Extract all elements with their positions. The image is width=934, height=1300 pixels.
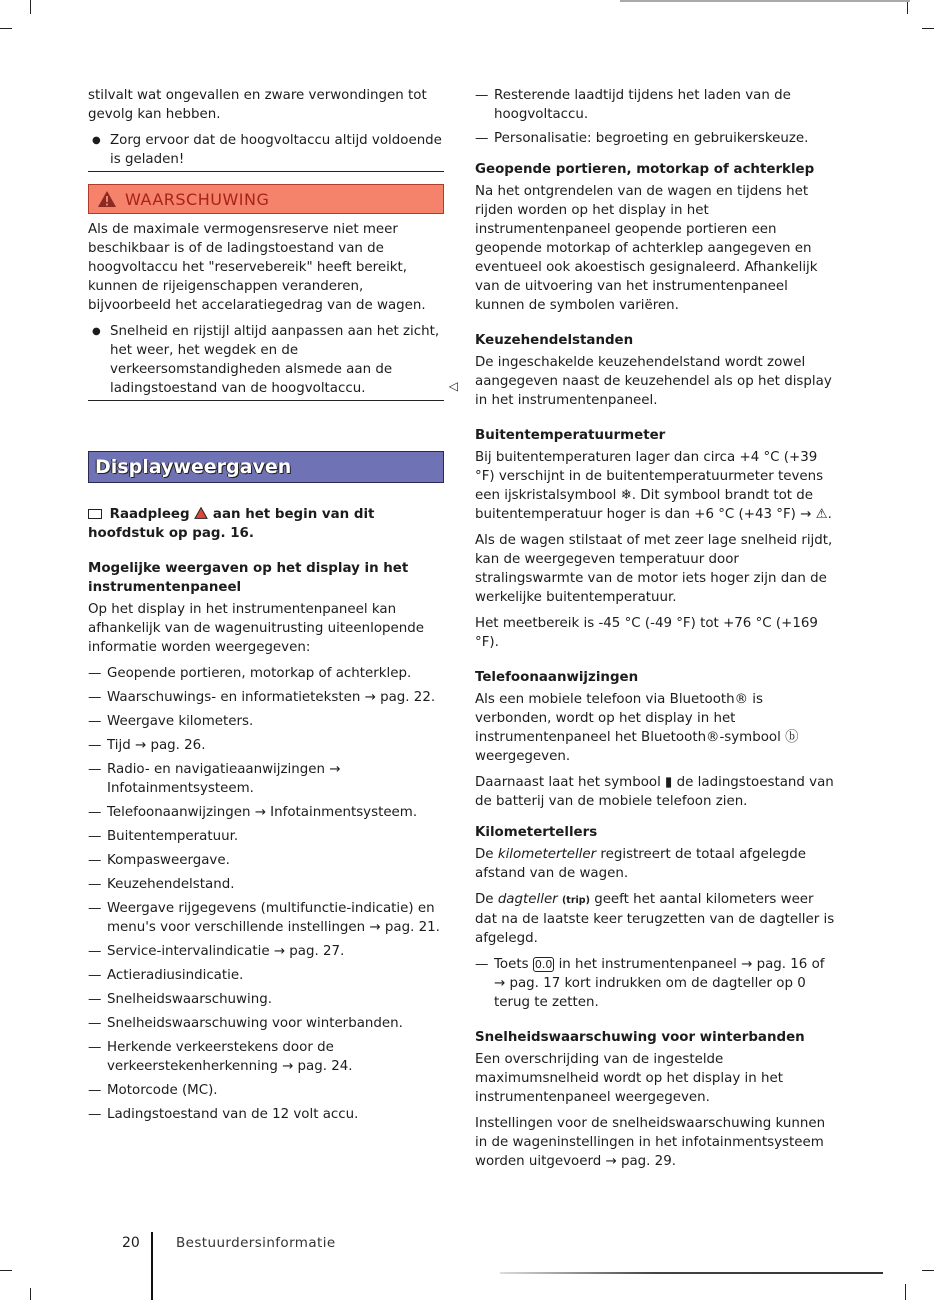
list-item xyxy=(88,851,444,870)
list-item xyxy=(88,1014,444,1033)
crop-mark xyxy=(922,28,934,29)
list-item-text: Service-intervalindicatie → pag. 27. xyxy=(107,944,345,959)
page-number: 20 xyxy=(122,1235,140,1251)
list-item xyxy=(88,990,444,1009)
dash: — xyxy=(88,1016,102,1031)
section-title-bar xyxy=(88,451,444,483)
dash: — xyxy=(475,957,489,972)
right-sections xyxy=(475,160,835,811)
intro-bullet-text: Zorg ervoor dat de hoogvoltaccu altijd voldoende is geladen! xyxy=(110,133,442,167)
chapter-title: Bestuurdersinformatie xyxy=(176,1235,336,1251)
list-item-text: Actieradiusindicatie. xyxy=(107,968,244,983)
list-item xyxy=(88,760,444,798)
section-paragraph: Na het ontgrendelen van de wagen en tijdens het rijden worden op het display in het instrumentenpaneel geopende portieren een geopende motorkap of achterklep aangegeven en eventueel ook akoestisch gesignaleerd. Afhankelijk van de uitvoering van het instrumentenpaneel kunnen de symbolen variëren. xyxy=(475,184,818,313)
warning-body xyxy=(88,214,458,401)
end-of-section-icon: ◁ xyxy=(448,379,458,393)
reference-post: aan het begin van dit hoofdstuk op pag. 16. xyxy=(88,507,375,541)
list-item-text: Ladingstoestand van de 12 volt accu. xyxy=(107,1107,359,1122)
winter-paragraph-2: Instellingen voor de snelheidswaarschuwing kunnen in de wageninstellingen in het infotainmentsysteem worden uitgevoerd → pag. 29. xyxy=(475,1116,826,1169)
winter-paragraph-1: Een overschrijding van de ingestelde maximumsnelheid wordt op het display in het instrumentenpaneel weergegeven. xyxy=(475,1052,783,1105)
list-item xyxy=(475,129,835,148)
section-heading: Keuzehendelstanden xyxy=(475,333,634,348)
list-item-text: Waarschuwings- en informatieteksten → pag. 22. xyxy=(107,690,436,705)
dash: — xyxy=(88,1040,102,1055)
tripmeter-paragraph xyxy=(475,890,835,948)
crop-mark xyxy=(0,28,12,29)
dash: — xyxy=(88,877,102,892)
dash: — xyxy=(88,944,102,959)
section-heading: Buitentemperatuurmeter xyxy=(475,428,666,443)
list-item-text: Snelheidswaarschuwing. xyxy=(107,992,272,1007)
section-paragraph: Het meetbereik is -45 °C (-49 °F) tot +76 °C (+169 °F). xyxy=(475,616,818,650)
intro-bullet xyxy=(88,131,444,172)
warning-bullet xyxy=(88,322,444,398)
odometer-heading: Kilometertellers xyxy=(475,825,598,840)
warning-title: WAARSCHUWING xyxy=(125,189,270,209)
list-item xyxy=(88,966,444,985)
list-item xyxy=(88,899,444,937)
section-paragraph: Als een mobiele telefoon via Bluetooth® is verbonden, wordt op het display in het instrumentenpaneel het Bluetooth®-symbool ⓑ weergegeven. xyxy=(475,692,799,764)
list-item-text: Herkende verkeerstekens door de verkeerstekenherkenning → pag. 24. xyxy=(107,1040,353,1074)
text: registreert de totaal afgelegde afstand van de wagen. xyxy=(475,847,806,881)
list-item xyxy=(88,1081,444,1100)
section-heading: Telefoonaanwijzingen xyxy=(475,670,639,685)
dash: — xyxy=(88,666,102,681)
dash: — xyxy=(88,901,102,916)
warning-triangle-icon xyxy=(97,190,117,208)
odometer-paragraph xyxy=(475,845,835,883)
list-item-text: Keuzehendelstand. xyxy=(107,877,235,892)
list-item-text: Tijd → pag. 26. xyxy=(107,738,206,753)
list-item xyxy=(88,942,444,961)
section-paragraph: Als de wagen stilstaat of met zeer lage snelheid rijdt, kan de weergegeven temperatuur door stralingswarmte van de motor iets hoger zijn dan de werkelijke buitentemperatuur. xyxy=(475,533,833,605)
continued-list xyxy=(475,86,835,148)
warning-bullet-text: Snelheid en rijstijl altijd aanpassen aan het zicht, het weer, het wegdek en de verkeersomstandigheden alsmede aan de ladingstoestand van de hoogvoltaccu. xyxy=(110,324,440,396)
list-item xyxy=(88,875,444,894)
dash: — xyxy=(88,714,102,729)
dash: — xyxy=(475,131,489,146)
term-kilometerteller: kilometerteller xyxy=(497,847,597,862)
list-item xyxy=(88,803,444,822)
text: in het instrumentenpaneel → pag. 16 of → pag. 17 kort indrukken om de dagteller op 0 terug te zetten. xyxy=(494,957,825,1010)
list-item-text: Snelheidswaarschuwing voor winterbanden. xyxy=(107,1016,403,1031)
list-item xyxy=(475,86,835,124)
reference-line xyxy=(88,505,444,543)
section-paragraph: De ingeschakelde keuzehendelstand wordt zowel aangegeven naast de keuzehendel als op het display in het instrumentenpaneel. xyxy=(475,355,832,408)
crop-mark xyxy=(30,0,31,14)
list-item xyxy=(88,712,444,731)
dash: — xyxy=(88,1107,102,1122)
trip-label: (trip) xyxy=(561,895,590,906)
warning-triangle-icon xyxy=(194,507,208,519)
reset-instruction xyxy=(475,955,835,1012)
list-item xyxy=(88,688,444,707)
dash: — xyxy=(88,1083,102,1098)
list-item-text: Personalisatie: begroeting en gebruikerskeuze. xyxy=(494,131,809,146)
crop-mark xyxy=(907,0,908,14)
term-dagteller: dagteller xyxy=(497,892,558,907)
list-item-text: Weergave rijgegevens (multifunctie-indicatie) en menu's voor verschillende instellingen → pag. 21. xyxy=(107,901,440,935)
display-list xyxy=(88,664,444,1124)
list-item-text: Telefoonaanwijzingen → Infotainmentsysteem. xyxy=(107,805,418,820)
intro-paragraph: Op het display in het instrumentenpaneel kan afhankelijk van de wagenuitrusting uiteenlopende informatie worden weergegeven: xyxy=(88,602,424,655)
list-item xyxy=(88,827,444,846)
list-item xyxy=(88,664,444,683)
dash: — xyxy=(88,968,102,983)
section-title: Displayweergaven xyxy=(95,455,292,478)
winter-heading: Snelheidswaarschuwing voor winterbanden xyxy=(475,1030,805,1045)
warning-text: Als de maximale vermogensreserve niet meer beschikbaar is of de ladingstoestand van de hoogvoltaccu het "reservebereik" heeft bereikt, kunnen de rijeigenschappen veranderen, bijvoorbeeld het accelaratiegedrag van de wagen. xyxy=(88,222,426,313)
warning-header xyxy=(88,184,444,214)
top-rule xyxy=(620,0,910,2)
crop-mark xyxy=(30,1288,31,1300)
intro-continuation: stilvalt wat ongevallen en zware verwondingen tot gevolg kan hebben. xyxy=(88,88,427,122)
list-item-text: Kompasweergave. xyxy=(107,853,230,868)
dash: — xyxy=(88,738,102,753)
dash: — xyxy=(475,88,489,103)
text: geeft het aantal kilometers weer dat na de laatste keer terugzetten van de dagteller is afgelegd. xyxy=(475,892,835,946)
crop-mark xyxy=(922,1270,934,1271)
crop-mark xyxy=(905,1284,906,1300)
dash: — xyxy=(88,690,102,705)
footer-divider xyxy=(151,1232,153,1300)
list-item xyxy=(88,736,444,755)
text: Toets xyxy=(494,957,533,972)
dash: — xyxy=(88,829,102,844)
trip-reset-key-icon: 0.0 xyxy=(534,958,553,971)
section-paragraph: Daarnaast laat het symbool ▮ de ladingstoestand van de batterij van de mobiele telefoon zien. xyxy=(475,775,834,809)
list-item-text: Radio- en navigatieaanwijzingen → Infotainmentsysteem. xyxy=(107,762,341,796)
text: De xyxy=(475,847,498,862)
list-item-text: Motorcode (MC). xyxy=(107,1083,218,1098)
list-item xyxy=(88,1105,444,1124)
list-item xyxy=(88,1038,444,1076)
right-column xyxy=(475,86,835,1178)
list-item-text: Buitentemperatuur. xyxy=(107,829,239,844)
left-column xyxy=(88,86,458,1129)
book-icon xyxy=(88,509,102,519)
list-item-text: Geopende portieren, motorkap of achterklep. xyxy=(107,666,412,681)
list-item-text: Weergave kilometers. xyxy=(107,714,254,729)
section-heading: Geopende portieren, motorkap of achterklep xyxy=(475,162,815,177)
bottom-rule xyxy=(500,1272,883,1274)
dash: — xyxy=(88,762,102,777)
section-paragraph: Bij buitentemperaturen lager dan circa +4 °C (+39 °F) verschijnt in de buitentemperatuurmeter tevens een ijskristalsymbool ❄. Dit symbool brandt tot de buitentemperatuur hoger is dan +6 °C (+43 °F) → ⚠. xyxy=(475,450,832,522)
subheading: Mogelijke weergaven op het display in het instrumentenpaneel xyxy=(88,561,409,595)
text: De xyxy=(475,892,498,907)
dash: — xyxy=(88,992,102,1007)
crop-mark xyxy=(0,1270,12,1271)
list-item-text: Resterende laadtijd tijdens het laden van de hoogvoltaccu. xyxy=(494,88,791,122)
dash: — xyxy=(88,805,102,820)
reference-pre: Raadpleeg xyxy=(109,507,190,522)
dash: — xyxy=(88,853,102,868)
